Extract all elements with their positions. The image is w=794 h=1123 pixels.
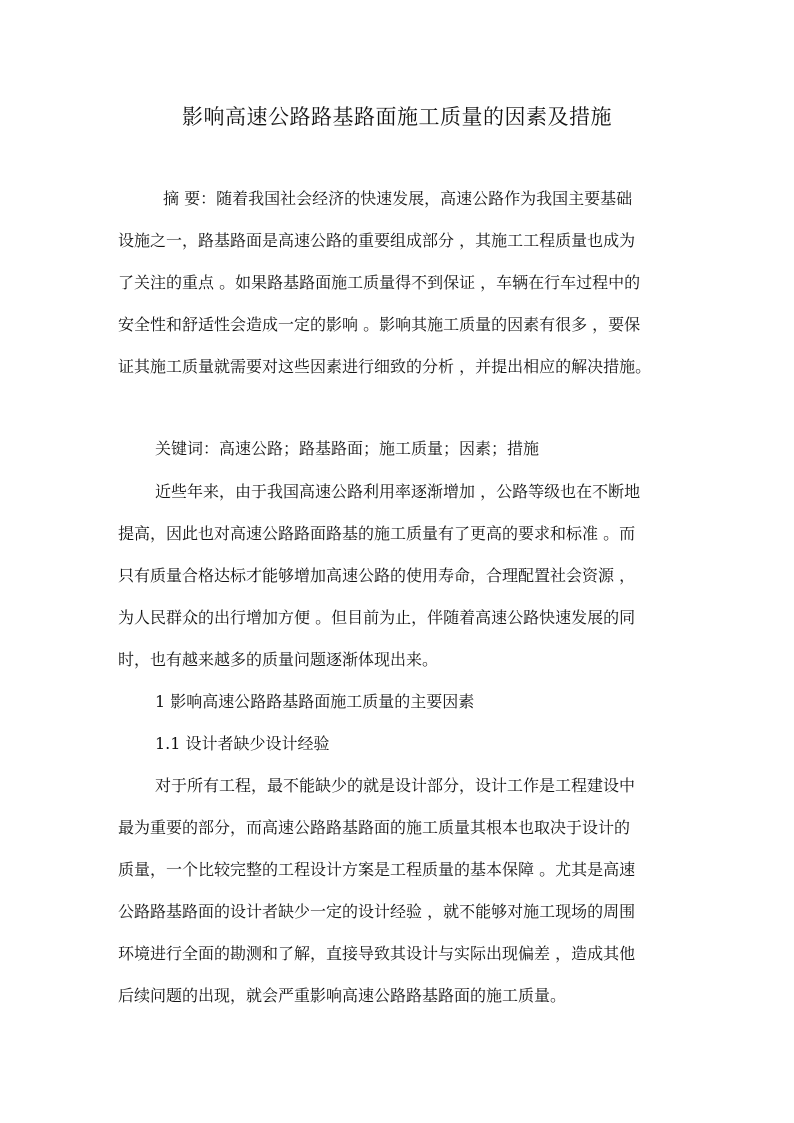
intro-line: 时，也有越来越多的质量问题逐渐体现出来。 xyxy=(118,650,439,669)
abstract-line: 摘 要：随着我国社会经济的快速发展，高速公路作为我国主要基础 xyxy=(163,189,633,208)
document-title: 影响高速公路路基路面施工质量的因素及措施 xyxy=(182,105,612,129)
abstract-line: 证其施工质量就需要对这些因素进行细致的分析 ，并提出相应的解决措施。 xyxy=(118,357,652,376)
abstract-line: 安全性和舒适性会造成一定的影响 。影响其施工质量的因素有很多 ，要保 xyxy=(118,315,641,334)
intro-line: 为人民群众的出行增加方便 。但目前为止，伴随着高速公路快速发展的同 xyxy=(118,608,636,627)
abstract-line: 设施之一，路基路面是高速公路的重要组成部分 ，其施工工程质量也成为 xyxy=(118,231,636,250)
body-line: 公路路基路面的设计者缺少一定的设计经验 ，就不能够对施工现场的周围 xyxy=(118,902,636,921)
intro-line: 近些年来，由于我国高速公路利用率逐渐增加 ，公路等级也在不断地 xyxy=(155,482,641,501)
body-line: 最为重要的部分，而高速公路路基路面的施工质量其根本也取决于设计的 xyxy=(118,818,631,837)
keywords-line: 关键词：高速公路；路基路面；施工质量；因素；措施 xyxy=(155,439,540,458)
section-1-1-heading: 1.1 设计者缺少设计经验 xyxy=(155,734,330,753)
body-line: 质量，一个比较完整的工程设计方案是工程质量的基本保障 。尤其是高速 xyxy=(118,860,636,879)
section-1-heading: 1 影响高速公路路基路面施工质量的主要因素 xyxy=(155,692,475,711)
intro-line: 只有质量合格达标才能够增加高速公路的使用寿命，合理配置社会资源 ， xyxy=(118,566,636,585)
body-line: 环境进行全面的勘测和了解，直接导致其设计与实际出现偏差 ，造成其他 xyxy=(118,944,636,963)
intro-line: 提高，因此也对高速公路路面路基的施工质量有了更高的要求和标准 。而 xyxy=(118,524,636,543)
body-line: 后续问题的出现，就会严重影响高速公路路基路面的施工质量。 xyxy=(118,986,567,1005)
body-line: 对于所有工程，最不能缺少的就是设计部分，设计工作是工程建设中 xyxy=(155,776,636,795)
abstract-line: 了关注的重点 。如果路基路面施工质量得不到保证 ，车辆在行车过程中的 xyxy=(118,273,641,292)
